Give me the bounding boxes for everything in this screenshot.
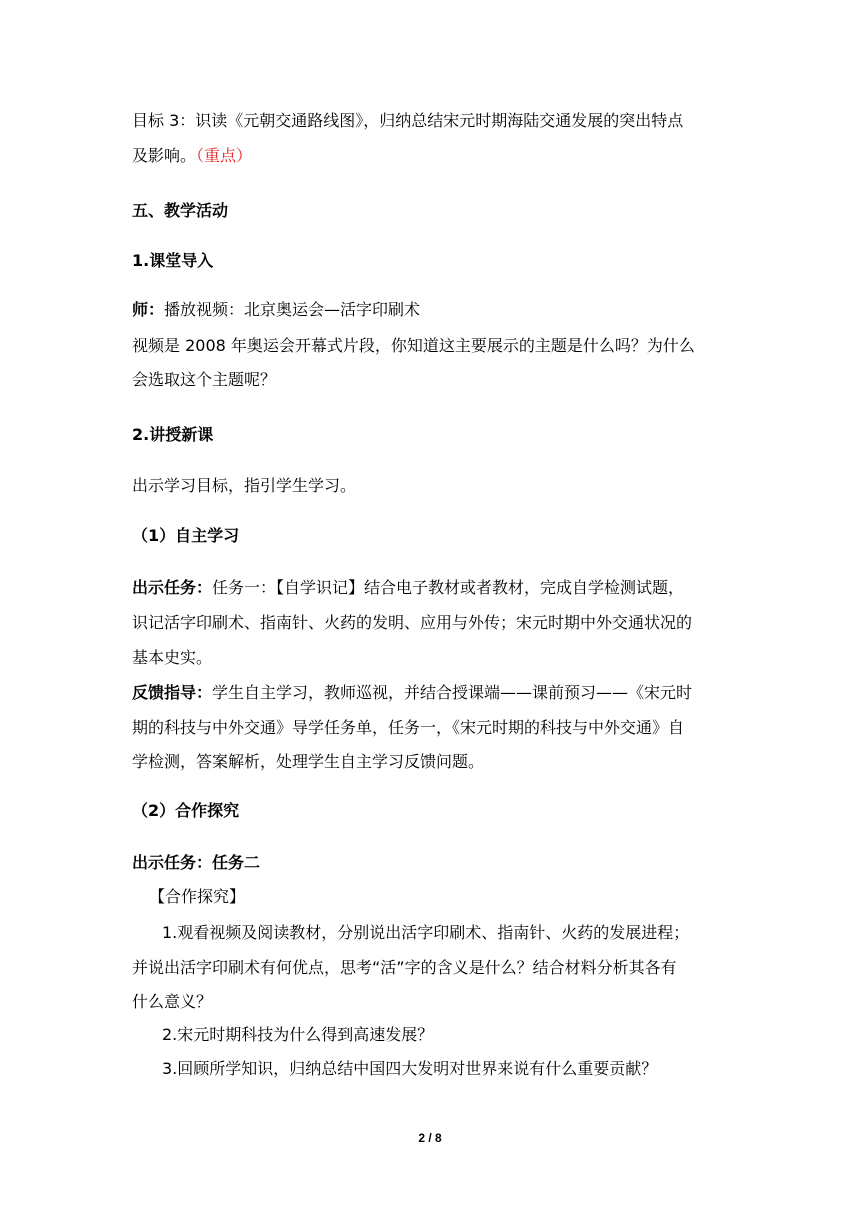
new-lesson-text: 出示学习目标，指引学生学习。 [132,476,357,495]
cooperation-question1-line2: 并说出活字印刷术有何优点，思考“活”字的含义是什么？结合材料分析其各有 [132,958,677,977]
page-number: 2 / 8 [418,1131,442,1145]
task-label: 出示任务： [132,578,213,597]
subsection-title-self-study: （1）自主学习 [132,526,240,545]
subsection-title-cooperation: （2）合作探究 [132,801,240,820]
teacher-label: 师： [132,300,165,319]
subsection-title-intro: 1.课堂导入 [132,251,214,270]
key-point-label: （重点） [196,146,253,165]
cooperation-question3: 3.回顾所学知识，归纳总结中国四大发明对世界来说有什么重要贡献？ [162,1059,658,1078]
feedback-line3: 学检测，答案解析，处理学生自主学习反馈问题。 [132,752,485,771]
cooperation-sub-title: 【合作探究】 [149,887,246,906]
teacher-text: 播放视频：北京奥运会—活字印刷术 [164,300,421,319]
teacher-line [132,299,732,321]
section-title-teaching-activities: 五、教学活动 [132,201,229,220]
goal3-text-cont: 及影响。 [132,146,197,165]
feedback-text: 学生自主学习，教师巡视，并结合授课端——课前预习——《宋元时 [212,683,693,702]
cooperation-question1-line1: 1.观看视频及阅读教材，分别说出活字印刷术、指南针、火药的发展进程； [162,923,690,942]
feedback-line2: 期的科技与中外交通》导学任务单，任务一，《宋元时期的科技与中外交通》自 [132,718,685,737]
goal3-line1 [132,110,732,132]
cooperation-task-label: 出示任务：任务二 [132,853,261,872]
self-study-task-line1 [132,577,732,599]
cooperation-question2: 2.宋元时期科技为什么得到高速发展？ [162,1025,434,1044]
subsection-title-new-lesson: 2.讲授新课 [132,425,214,444]
intro-question-line1: 视频是 2008 年奥运会开幕式片段，你知道这主要展示的主题是什么吗？为什么 [132,336,695,355]
task-text: 任务一：【自学识记】结合电子教材或者教材，完成自学检测试题， [212,578,685,597]
self-study-task-line3: 基本史实。 [132,648,213,667]
goal3-line2 [132,145,732,167]
feedback-label: 反馈指导： [132,683,213,702]
feedback-line1 [132,682,732,704]
self-study-task-line2: 识记活字印刷术、指南针、火药的发明、应用与外传；宋元时期中外交通状况的 [132,613,693,632]
cooperation-question1-line3: 什么意义？ [132,992,213,1011]
goal3-text: 目标 3：识读《元朝交通路线图》，归纳总结宋元时期海陆交通发展的突出特点 [132,111,684,130]
intro-question-line2: 会选取这个主题呢？ [132,370,277,389]
